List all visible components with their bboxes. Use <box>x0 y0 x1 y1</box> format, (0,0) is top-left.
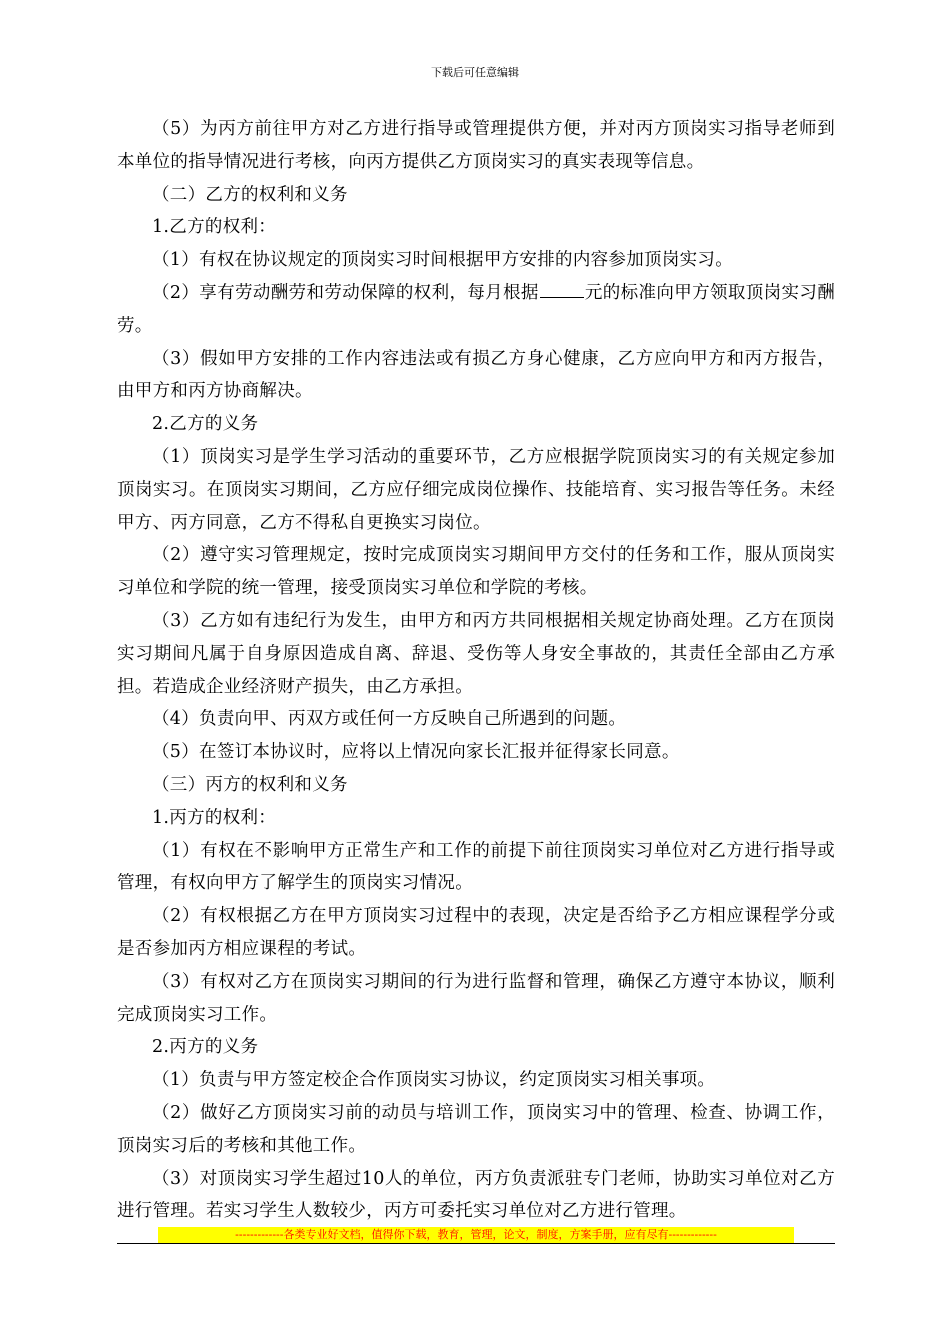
subheading-yi-rights: 1.乙方的权利： <box>152 217 277 238</box>
paragraph-bing-duty-1: （1）负责与甲方签定校企合作顶岗实习协议，约定顶岗实习相关事项。 <box>152 1070 716 1091</box>
paragraph-bing-right-2: （2）有权根据乙方在甲方顶岗实习过程中的表现，决定是否给予乙方相应课程学分或是否参加丙方相应课程的考试。 <box>117 906 835 959</box>
paragraph-yi-right-2-lead: （2）享有劳动酬劳和劳动保障的权利，每月根据 <box>152 282 539 303</box>
paragraph-jia-duty-5: （5）为丙方前往甲方对乙方进行指导或管理提供方便，并对丙方顶岗实习指导老师到本单位的指导情况进行考核，向丙方提供乙方顶岗实习的真实表现等信息。 <box>117 119 835 172</box>
paragraph-yi-duty-3: （3）乙方如有违纪行为发生，由甲方和丙方共同根据相关规定协商处理。乙方在顶岗实习期间凡属于自身原因造成自离、辞退、受伤等人身安全事故的，其责任全部由乙方承担。若造成企业经济财产损失，由乙方承担。 <box>117 610 835 697</box>
fill-in-blank[interactable] <box>540 279 584 298</box>
paragraph-yi-duty-5: （5）在签订本协议时，应将以上情况向家长汇报并征得家长同意。 <box>152 742 680 763</box>
subheading-bing-duties: 2.丙方的义务 <box>152 1037 259 1058</box>
paragraph-yi-right-1: （1）有权在协议规定的顶岗实习时间根据甲方安排的内容参加顶岗实习。 <box>152 250 734 271</box>
subheading-bing-rights: 1.丙方的权利： <box>152 807 277 828</box>
section-heading-yi: （二）乙方的权利和义务 <box>152 184 348 205</box>
footer-divider <box>117 1243 835 1244</box>
paragraph-bing-duty-3: （3）对顶岗实习学生超过10人的单位，丙方负责派驻专门老师，协助实习单位对乙方进行管理。若实习学生人数较少，丙方可委托实习单位对乙方进行管理。 <box>117 1168 835 1222</box>
paragraph-bing-duty-2: （2）做好乙方顶岗实习前的动员与培训工作，顶岗实习中的管理、检查、协调工作，顶岗实习后的考核和其他工作。 <box>117 1102 835 1156</box>
paragraph-yi-right-3: （3）假如甲方安排的工作内容违法或有损乙方身心健康，乙方应向甲方和丙方报告，由甲方和丙方协商解决。 <box>117 348 835 402</box>
document-body <box>117 113 835 1228</box>
section-heading-bing: （三）丙方的权利和义务 <box>152 774 348 795</box>
paragraph-yi-duty-1: （1）顶岗实习是学生学习活动的重要环节，乙方应根据学院顶岗实习的有关规定参加顶岗实习。在顶岗实习期间，乙方应仔细完成岗位操作、技能培育、实习报告等任务。未经甲方、丙方同意，乙方不得私自更换实习岗位。 <box>117 446 835 533</box>
page-header: 下载后可任意编辑 <box>431 66 519 79</box>
subheading-yi-duties: 2.乙方的义务 <box>152 414 259 435</box>
paragraph-yi-right-2-tail: 元的标准向甲方领取顶岗实习酬劳。 <box>117 282 836 336</box>
paragraph-bing-right-1: （1）有权在不影响甲方正常生产和工作的前提下前往顶岗实习单位对乙方进行指导或管理，有权向甲方了解学生的顶岗实习情况。 <box>117 840 835 894</box>
paragraph-bing-right-3: （3）有权对乙方在顶岗实习期间的行为进行监督和管理，确保乙方遵守本协议，顺利完成顶岗实习工作。 <box>117 971 835 1025</box>
paragraph-yi-duty-4: （4）负责向甲、丙双方或任何一方反映自己所遇到的问题。 <box>152 709 627 730</box>
paragraph-yi-duty-2: （2）遵守实习管理规定，按时完成顶岗实习期间甲方交付的任务和工作，服从顶岗实习单位和学院的统一管理，接受顶岗实习单位和学院的考核。 <box>117 545 835 599</box>
footer-promo-banner: -------------各类专业好文档，值得你下载，教育，管理，论文，制度，方案手册，应有尽有------------- <box>158 1227 794 1243</box>
paragraph-yi-right-2 <box>117 277 835 343</box>
